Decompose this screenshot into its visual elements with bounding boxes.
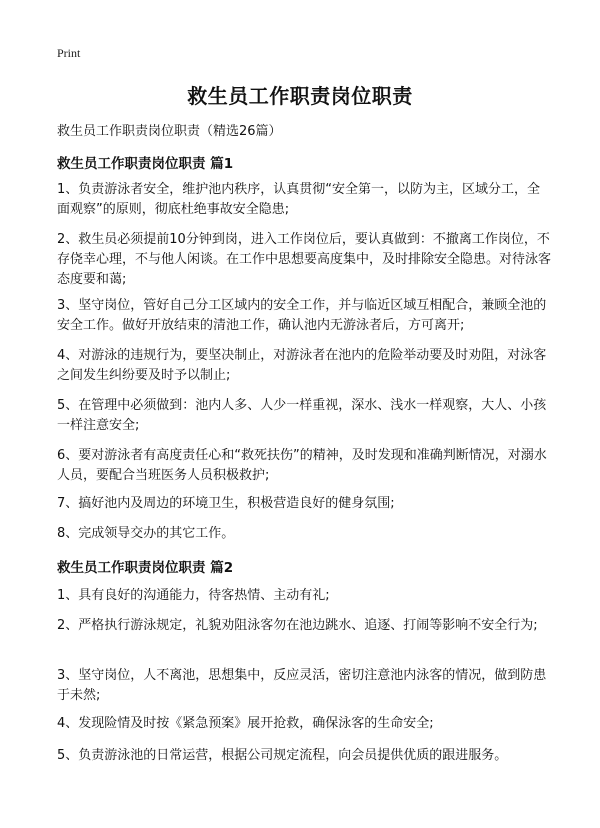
- section-1-item-1: 1、负责游泳者安全，维护池内秩序，认真贯彻“安全第一，以防为主，区域分工，全面观察”的原则，彻底杜绝事故安全隐患;: [57, 182, 541, 217]
- print-label[interactable]: Print: [57, 46, 81, 60]
- section-1-item-8: 8、完成领导交办的其它工作。: [57, 526, 235, 541]
- section-2-item-5: 5、负责游泳池的日常运营，根据公司规定流程，向会员提供优质的跟进服务。: [57, 748, 508, 763]
- section-1-item-6: 6、要对游泳者有高度责任心和“救死扶伤”的精神，及时发现和准确判断情况，对溺水人员，要配合当班医务人员积极救护;: [57, 448, 547, 483]
- section-1-item-2: 2、救生员必须提前10分钟到岗，进入工作岗位后，要认真做到：不撤离工作岗位，不存侥幸心理，不与他人闲谈。在工作中思想要高度集中，及时排除安全隐患。对待泳客态度要和蔼;: [57, 232, 552, 287]
- page-subtitle: 救生员工作职责岗位职责（精选26篇）: [57, 124, 282, 139]
- page-title: 救生员工作职责岗位职责: [187, 84, 413, 108]
- section-1-item-3: 3、坚守岗位，管好自己分工区域内的安全工作，并与临近区域互相配合，兼顾全池的安全工作。做好开放结束的清池工作，确认池内无游泳者后，方可离开;: [57, 298, 547, 333]
- section-2-item-3: 3、坚守岗位，人不离池，思想集中，反应灵活，密切注意池内泳客的情况，做到防患于未然;: [57, 668, 547, 703]
- section-2-item-1: 1、具有良好的沟通能力，待客热情、主动有礼;: [57, 588, 330, 603]
- section-2-item-4: 4、发现险情及时按《紧急预案》展开抢救，确保泳客的生命安全;: [57, 716, 434, 731]
- section-heading-1: 救生员工作职责岗位职责 篇1: [57, 156, 234, 172]
- section-1-item-7: 7、搞好池内及周边的环境卫生，积极营造良好的健身氛围;: [57, 496, 395, 511]
- section-2-item-2: 2、严格执行游泳规定，礼貌劝阻泳客勿在池边跳水、追逐、打闹等影响不安全行为;: [57, 618, 538, 633]
- section-1-item-5: 5、在管理中必须做到：池内人多、人少一样重视，深水、浅水一样观察，大人、小孩一样注意安全;: [57, 398, 547, 433]
- section-1-item-4: 4、对游泳的违规行为，要坚决制止，对游泳者在池内的危险举动要及时劝阻，对泳客之间发生纠纷要及时予以制止;: [57, 348, 547, 383]
- section-heading-2: 救生员工作职责岗位职责 篇2: [57, 560, 234, 576]
